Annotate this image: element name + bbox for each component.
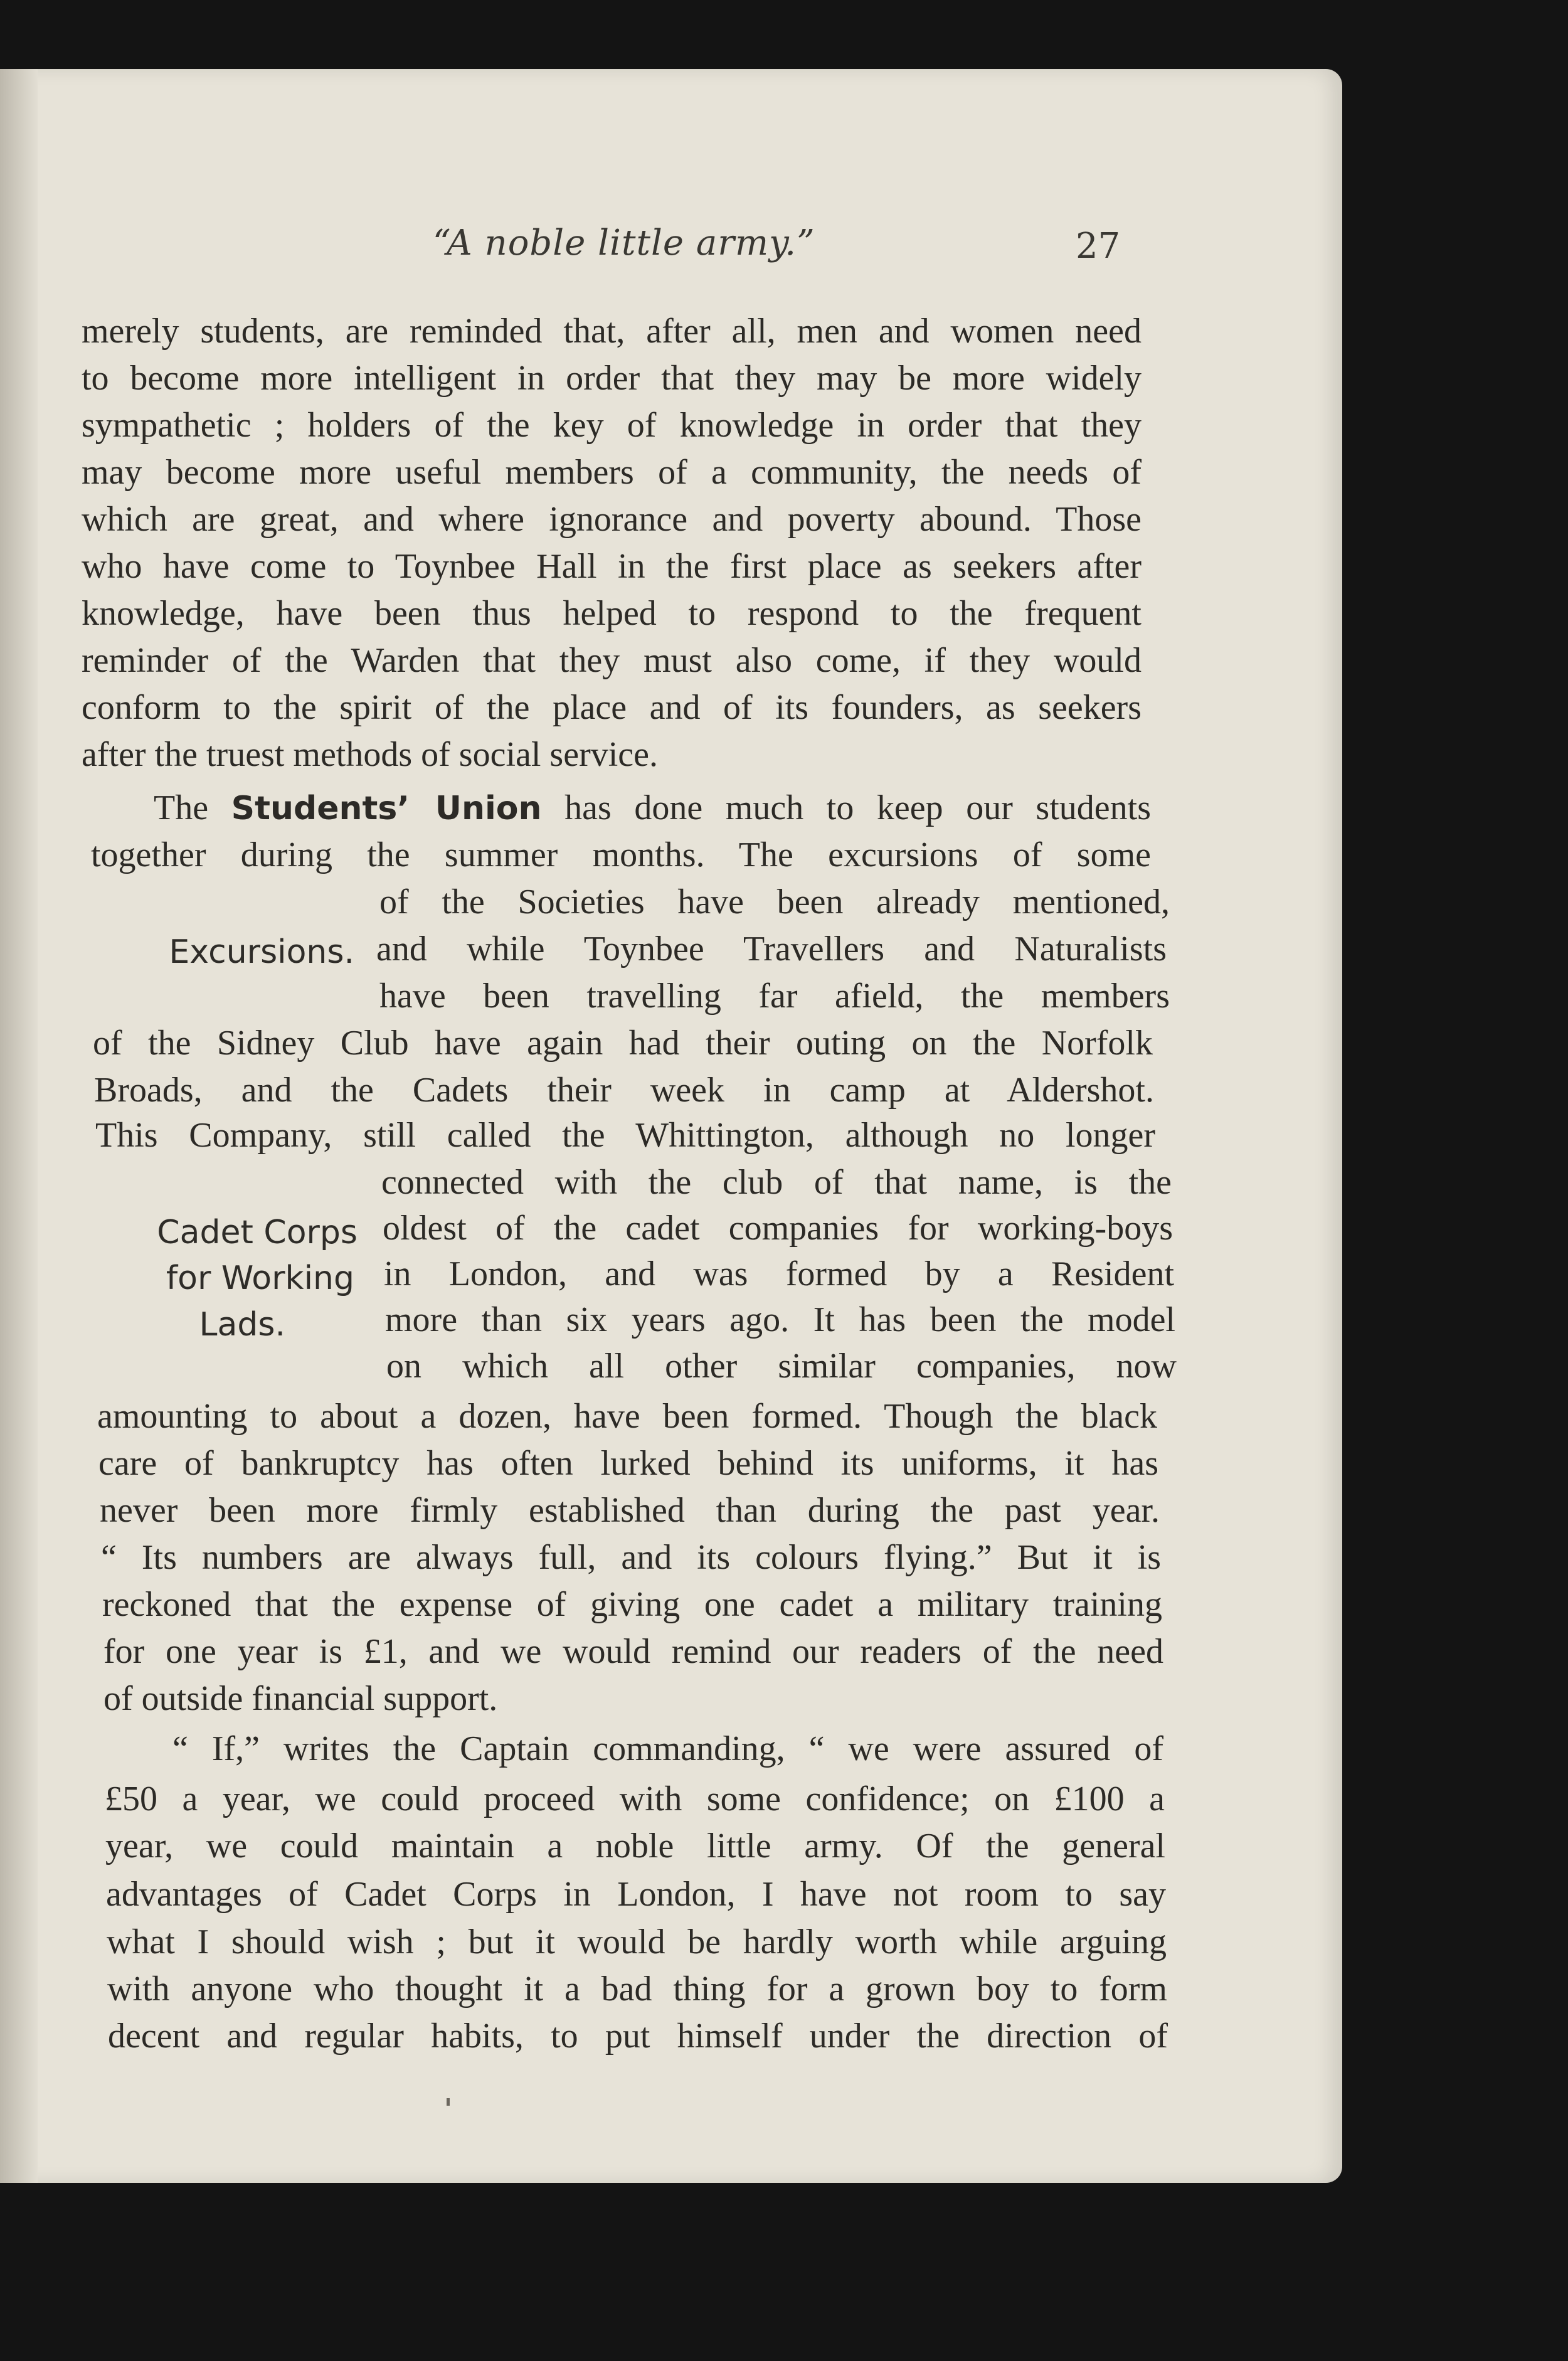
text-line: care of bankruptcy has often lurked behind its uniforms, it has (98, 1444, 1158, 1483)
text-line: in London, and was formed by a Resident (384, 1255, 1174, 1293)
text-line: which are great, and where ignorance and poverty abound. Those (82, 500, 1142, 539)
text-line-students-union (154, 790, 1151, 825)
text-fragment: has done much to keep our students (541, 788, 1151, 827)
text-line: year, we could maintain a noble little army. Of the general (105, 1827, 1165, 1865)
text-line: of the Sidney Club have again had their outing on the Norfolk (93, 1024, 1153, 1063)
running-title: “A noble little army.” (433, 223, 815, 263)
sidenote-excursions: Excursions. (169, 933, 354, 971)
text-line: “ If,” writes the Captain commanding, “ we were assured of (172, 1729, 1163, 1768)
sidenote-cadet-corps-line3: Lads. (199, 1306, 285, 1344)
text-line: conform to the spirit of the place and of its founders, as seekers (82, 688, 1142, 727)
text-line: Broads, and the Cadets their week in camp at Aldershot. (94, 1071, 1154, 1110)
text-line: reckoned that the expense of giving one cadet a military training (102, 1585, 1162, 1624)
ink-speck (447, 2098, 450, 2106)
text-line: connected with the club of that name, is the (381, 1163, 1172, 1202)
text-line: more than six years ago. It has been the model (385, 1300, 1175, 1339)
text-line: reminder of the Warden that they must also come, if they would (82, 641, 1142, 680)
text-line: advantages of Cadet Corps in London, I have not room to say (106, 1875, 1166, 1914)
students-union-heading: Students’ Union (231, 790, 542, 827)
text-line: may become more useful members of a community, the needs of (82, 453, 1142, 492)
text-line: of the Societies have been already mentioned, (379, 883, 1170, 921)
text-line: what I should wish ; but it would be hardly worth while arguing (107, 1923, 1167, 1961)
page-gutter (0, 69, 38, 2183)
text-line: decent and regular habits, to put himself under the direction of (108, 2017, 1168, 2056)
text-line: never been more firmly established than during the past year. (100, 1491, 1160, 1530)
text-line: to become more intelligent in order that they may be more widely (82, 359, 1142, 398)
text-line: together during the summer months. The excursions of some (91, 836, 1151, 874)
text-line: £50 a year, we could proceed with some confidence; on £100 a (105, 1780, 1165, 1818)
text-fragment: The (154, 788, 231, 827)
text-line: and while Toynbee Travellers and Naturalists (376, 930, 1167, 968)
text-line: This Company, still called the Whittington, although no longer (95, 1116, 1155, 1155)
text-line: after the truest methods of social service. (82, 735, 658, 774)
text-line: who have come to Toynbee Hall in the first place as seekers after (82, 547, 1142, 586)
text-line: oldest of the cadet companies for working-boys (383, 1209, 1173, 1248)
sidenote-cadet-corps-line1: Cadet Corps (157, 1214, 358, 1251)
page-number: 27 (1076, 226, 1121, 267)
text-line: have been travelling far afield, the members (379, 977, 1170, 1016)
text-line: for one year is £1, and we would remind our readers of the need (103, 1632, 1163, 1671)
text-line: merely students, are reminded that, after all, men and women need (82, 312, 1142, 351)
text-line: sympathetic ; holders of the key of knowledge in order that they (82, 406, 1142, 445)
text-line: “ Its numbers are always full, and its colours flying.” But it is (101, 1538, 1161, 1577)
text-line: amounting to about a dozen, have been formed. Though the black (97, 1397, 1157, 1436)
sidenote-cadet-corps-line2: for Working (166, 1260, 354, 1297)
text-line: with anyone who thought it a bad thing for a grown boy to form (107, 1970, 1167, 2008)
text-line: knowledge, have been thus helped to respond to the frequent (82, 594, 1142, 633)
text-line: of outside financial support. (103, 1679, 498, 1718)
text-line: on which all other similar companies, now (386, 1347, 1177, 1386)
